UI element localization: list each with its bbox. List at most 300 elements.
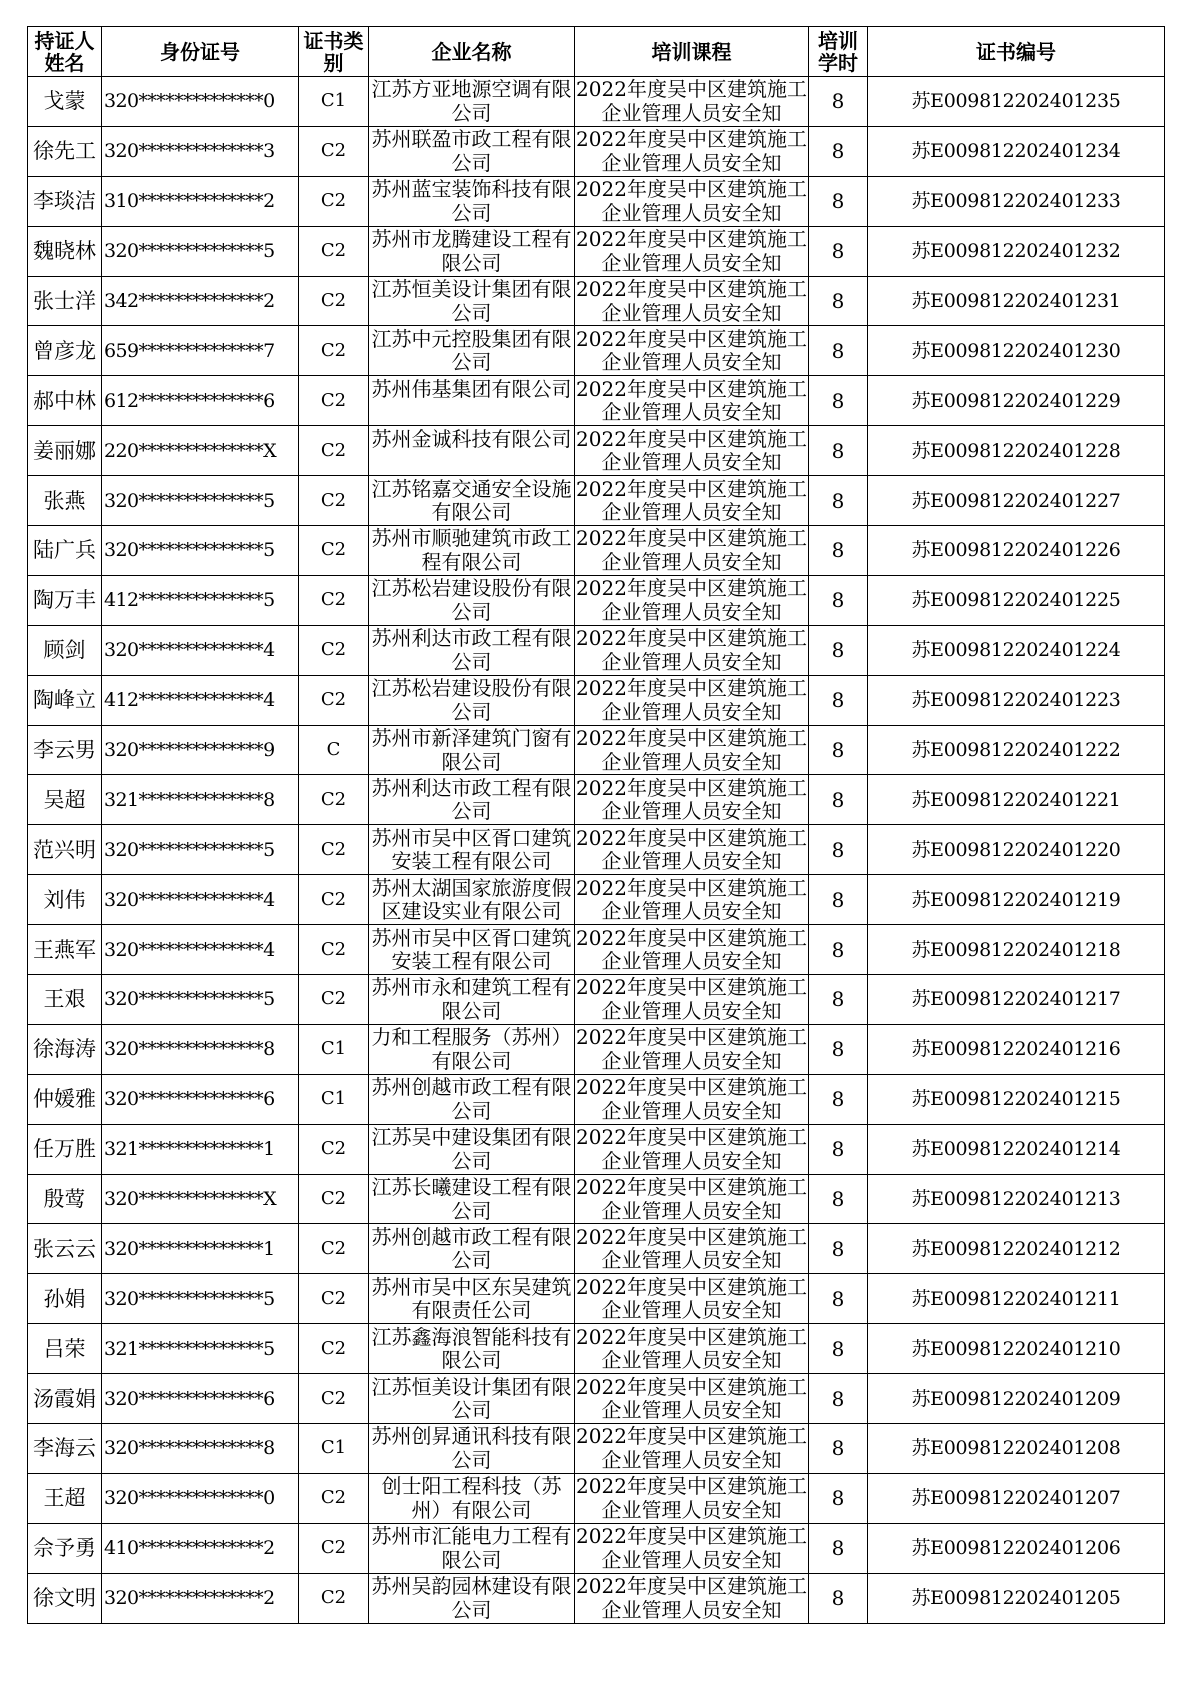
cell-id: 321**************1 bbox=[102, 1124, 299, 1174]
table-row bbox=[28, 775, 1165, 825]
table-row bbox=[28, 77, 1165, 127]
cell-company bbox=[369, 1024, 575, 1074]
cell-id: 410**************2 bbox=[102, 1523, 299, 1573]
cell-hours: 8 bbox=[809, 476, 868, 526]
cell-id: 320**************4 bbox=[102, 925, 299, 975]
cell-company bbox=[369, 176, 575, 226]
table-row bbox=[28, 725, 1165, 775]
cell-hours: 8 bbox=[809, 575, 868, 625]
table-row bbox=[28, 675, 1165, 725]
cell-company-text: 苏州市吴中区东吴建筑有限责任公司 bbox=[371, 1275, 572, 1322]
cell-cert: 苏E009812202401219 bbox=[868, 875, 1165, 925]
cell-name: 王燕军 bbox=[28, 925, 102, 975]
cell-id: 320**************3 bbox=[102, 126, 299, 176]
cell-hours: 8 bbox=[809, 326, 868, 376]
cell-hours: 8 bbox=[809, 1424, 868, 1474]
cell-course bbox=[575, 126, 809, 176]
cell-company-text: 苏州创越市政工程有限公司 bbox=[371, 1225, 572, 1272]
table-row bbox=[28, 925, 1165, 975]
cell-course bbox=[575, 875, 809, 925]
cell-name: 徐文明 bbox=[28, 1573, 102, 1623]
table-row bbox=[28, 975, 1165, 1025]
cell-cert: 苏E009812202401234 bbox=[868, 126, 1165, 176]
table-row bbox=[28, 1324, 1165, 1374]
table-row bbox=[28, 1473, 1165, 1523]
cell-course-text: 2022年度吴中区建筑施工企业管理人员安全知 bbox=[576, 1076, 807, 1123]
cell-company-text: 苏州金诚科技有限公司 bbox=[371, 427, 572, 451]
cell-course-text: 2022年度吴中区建筑施工企业管理人员安全知 bbox=[576, 1126, 807, 1173]
cell-cert: 苏E009812202401213 bbox=[868, 1174, 1165, 1224]
cell-name: 张士洋 bbox=[28, 276, 102, 326]
table-row bbox=[28, 1074, 1165, 1124]
cell-name: 李云男 bbox=[28, 725, 102, 775]
cell-course bbox=[575, 526, 809, 576]
cell-company bbox=[369, 1074, 575, 1124]
cell-name: 殷莺 bbox=[28, 1174, 102, 1224]
cell-name: 姜丽娜 bbox=[28, 426, 102, 476]
cell-company bbox=[369, 1523, 575, 1573]
cell-company-text: 苏州吴韵园林建设有限公司 bbox=[371, 1575, 572, 1622]
cell-cert: 苏E009812202401233 bbox=[868, 176, 1165, 226]
cell-course-text: 2022年度吴中区建筑施工企业管理人员安全知 bbox=[576, 1575, 807, 1622]
cell-course-text: 2022年度吴中区建筑施工企业管理人员安全知 bbox=[576, 78, 807, 125]
cell-hours: 8 bbox=[809, 1024, 868, 1074]
cell-hours: 8 bbox=[809, 625, 868, 675]
cell-company-text: 江苏恒美设计集团有限公司 bbox=[371, 1375, 572, 1422]
cell-course-text: 2022年度吴中区建筑施工企业管理人员安全知 bbox=[576, 627, 807, 674]
cell-course-text: 2022年度吴中区建筑施工企业管理人员安全知 bbox=[576, 727, 807, 774]
cell-company-text: 苏州市吴中区胥口建筑安装工程有限公司 bbox=[371, 926, 572, 973]
cell-course-text: 2022年度吴中区建筑施工企业管理人员安全知 bbox=[576, 1275, 807, 1322]
cell-id: 220**************X bbox=[102, 426, 299, 476]
cell-cert: 苏E009812202401228 bbox=[868, 426, 1165, 476]
cell-company-text: 江苏铭嘉交通安全设施有限公司 bbox=[371, 477, 572, 524]
table-row bbox=[28, 825, 1165, 875]
cell-course-text: 2022年度吴中区建筑施工企业管理人员安全知 bbox=[576, 776, 807, 823]
cell-company bbox=[369, 1374, 575, 1424]
cell-id: 320**************9 bbox=[102, 725, 299, 775]
cell-name: 魏晓林 bbox=[28, 226, 102, 276]
cell-company bbox=[369, 675, 575, 725]
cell-course bbox=[575, 326, 809, 376]
cell-id: 659**************7 bbox=[102, 326, 299, 376]
cell-type: C2 bbox=[299, 1573, 369, 1623]
cell-cert: 苏E009812202401222 bbox=[868, 725, 1165, 775]
cell-id: 320**************6 bbox=[102, 1074, 299, 1124]
cell-course-text: 2022年度吴中区建筑施工企业管理人员安全知 bbox=[576, 1026, 807, 1073]
cell-company-text: 江苏中元控股集团有限公司 bbox=[371, 327, 572, 374]
cell-course bbox=[575, 725, 809, 775]
cell-id: 320**************5 bbox=[102, 825, 299, 875]
cell-name: 陶万丰 bbox=[28, 575, 102, 625]
table-row bbox=[28, 1224, 1165, 1274]
cell-id: 320**************0 bbox=[102, 77, 299, 127]
cell-hours: 8 bbox=[809, 875, 868, 925]
cell-hours: 8 bbox=[809, 1324, 868, 1374]
cell-type: C2 bbox=[299, 326, 369, 376]
cell-cert: 苏E009812202401226 bbox=[868, 526, 1165, 576]
cell-cert: 苏E009812202401218 bbox=[868, 925, 1165, 975]
cell-company-text: 苏州利达市政工程有限公司 bbox=[371, 776, 572, 823]
cell-type: C1 bbox=[299, 77, 369, 127]
cell-type: C1 bbox=[299, 1074, 369, 1124]
cell-name: 戈蒙 bbox=[28, 77, 102, 127]
cell-company-text: 江苏恒美设计集团有限公司 bbox=[371, 278, 572, 324]
cell-cert: 苏E009812202401217 bbox=[868, 975, 1165, 1025]
cell-type: C2 bbox=[299, 775, 369, 825]
cell-name: 张云云 bbox=[28, 1224, 102, 1274]
cell-hours: 8 bbox=[809, 1174, 868, 1224]
cell-name: 佘予勇 bbox=[28, 1523, 102, 1573]
cell-id: 412**************4 bbox=[102, 675, 299, 725]
header-id: 身份证号 bbox=[102, 27, 299, 77]
cell-course bbox=[575, 775, 809, 825]
cell-name: 吕荣 bbox=[28, 1324, 102, 1374]
cell-company bbox=[369, 975, 575, 1025]
cell-company-text: 苏州太湖国家旅游度假区建设实业有限公司 bbox=[371, 876, 572, 923]
cell-id: 320**************5 bbox=[102, 226, 299, 276]
table-row bbox=[28, 1573, 1165, 1623]
table-row bbox=[28, 575, 1165, 625]
cell-name: 汤霞娟 bbox=[28, 1374, 102, 1424]
cell-hours: 8 bbox=[809, 426, 868, 476]
cell-hours: 8 bbox=[809, 176, 868, 226]
cell-course-text: 2022年度吴中区建筑施工企业管理人员安全知 bbox=[576, 178, 807, 225]
cell-id: 320**************5 bbox=[102, 476, 299, 526]
cell-name: 陶峰立 bbox=[28, 675, 102, 725]
cell-cert: 苏E009812202401232 bbox=[868, 226, 1165, 276]
cell-course bbox=[575, 925, 809, 975]
cell-company bbox=[369, 326, 575, 376]
cell-company bbox=[369, 1573, 575, 1623]
cell-course bbox=[575, 276, 809, 326]
cell-id: 321**************5 bbox=[102, 1324, 299, 1374]
table-row bbox=[28, 526, 1165, 576]
cell-id: 320**************2 bbox=[102, 1573, 299, 1623]
table-row bbox=[28, 1274, 1165, 1324]
table-row bbox=[28, 126, 1165, 176]
cell-name: 范兴明 bbox=[28, 825, 102, 875]
cell-cert: 苏E009812202401230 bbox=[868, 326, 1165, 376]
cell-hours: 8 bbox=[809, 1124, 868, 1174]
cell-type: C2 bbox=[299, 875, 369, 925]
cell-type: C2 bbox=[299, 575, 369, 625]
cell-name: 刘伟 bbox=[28, 875, 102, 925]
cell-cert: 苏E009812202401206 bbox=[868, 1523, 1165, 1573]
cell-company-text: 苏州伟基集团有限公司 bbox=[371, 377, 572, 401]
cell-id: 320**************6 bbox=[102, 1374, 299, 1424]
cell-hours: 8 bbox=[809, 975, 868, 1025]
cell-course-text: 2022年度吴中区建筑施工企业管理人员安全知 bbox=[576, 477, 807, 524]
cell-course bbox=[575, 176, 809, 226]
cell-name: 王超 bbox=[28, 1473, 102, 1523]
table-row bbox=[28, 1374, 1165, 1424]
cell-company bbox=[369, 1473, 575, 1523]
cell-type: C2 bbox=[299, 376, 369, 426]
cell-course bbox=[575, 1523, 809, 1573]
cell-course bbox=[575, 575, 809, 625]
cell-course bbox=[575, 625, 809, 675]
cell-id: 320**************X bbox=[102, 1174, 299, 1224]
cell-id: 320**************1 bbox=[102, 1224, 299, 1274]
cell-type: C2 bbox=[299, 1374, 369, 1424]
cell-company-text: 苏州市永和建筑工程有限公司 bbox=[371, 976, 572, 1023]
cell-company bbox=[369, 77, 575, 127]
cell-hours: 8 bbox=[809, 126, 868, 176]
cell-id: 412**************5 bbox=[102, 575, 299, 625]
cell-name: 任万胜 bbox=[28, 1124, 102, 1174]
table-row bbox=[28, 1024, 1165, 1074]
cell-cert: 苏E009812202401227 bbox=[868, 476, 1165, 526]
cell-type: C2 bbox=[299, 1124, 369, 1174]
cell-id: 320**************4 bbox=[102, 875, 299, 925]
header-name: 持证人姓名 bbox=[28, 27, 102, 77]
cell-hours: 8 bbox=[809, 775, 868, 825]
cell-company bbox=[369, 1224, 575, 1274]
cell-cert: 苏E009812202401216 bbox=[868, 1024, 1165, 1074]
cell-type: C bbox=[299, 725, 369, 775]
cell-type: C2 bbox=[299, 1274, 369, 1324]
cell-course bbox=[575, 376, 809, 426]
cell-company-text: 苏州创越市政工程有限公司 bbox=[371, 1076, 572, 1123]
cell-hours: 8 bbox=[809, 725, 868, 775]
cell-hours: 8 bbox=[809, 526, 868, 576]
cell-company bbox=[369, 825, 575, 875]
cell-company bbox=[369, 925, 575, 975]
cell-type: C2 bbox=[299, 176, 369, 226]
cell-name: 孙娟 bbox=[28, 1274, 102, 1324]
cell-hours: 8 bbox=[809, 825, 868, 875]
cell-id: 321**************8 bbox=[102, 775, 299, 825]
cell-company-text: 苏州市汇能电力工程有限公司 bbox=[371, 1525, 572, 1572]
cell-type: C2 bbox=[299, 975, 369, 1025]
cell-course bbox=[575, 1274, 809, 1324]
cell-course bbox=[575, 975, 809, 1025]
cell-course-text: 2022年度吴中区建筑施工企业管理人员安全知 bbox=[576, 876, 807, 923]
cell-company bbox=[369, 875, 575, 925]
cell-company bbox=[369, 575, 575, 625]
cell-hours: 8 bbox=[809, 376, 868, 426]
cell-company-text: 江苏松岩建设股份有限公司 bbox=[371, 577, 572, 624]
cell-hours: 8 bbox=[809, 1374, 868, 1424]
cell-hours: 8 bbox=[809, 1523, 868, 1573]
cell-course-text: 2022年度吴中区建筑施工企业管理人员安全知 bbox=[576, 976, 807, 1023]
cell-company-text: 江苏吴中建设集团有限公司 bbox=[371, 1126, 572, 1173]
cell-course bbox=[575, 1424, 809, 1474]
cell-cert: 苏E009812202401212 bbox=[868, 1224, 1165, 1274]
table-row bbox=[28, 1124, 1165, 1174]
cell-cert: 苏E009812202401205 bbox=[868, 1573, 1165, 1623]
cell-cert: 苏E009812202401223 bbox=[868, 675, 1165, 725]
cell-type: C2 bbox=[299, 526, 369, 576]
cell-type: C2 bbox=[299, 126, 369, 176]
cell-type: C2 bbox=[299, 226, 369, 276]
cell-company-text: 苏州市顺驰建筑市政工程有限公司 bbox=[371, 527, 572, 574]
table-row bbox=[28, 376, 1165, 426]
cell-cert: 苏E009812202401214 bbox=[868, 1124, 1165, 1174]
cell-cert: 苏E009812202401208 bbox=[868, 1424, 1165, 1474]
cell-id: 310**************2 bbox=[102, 176, 299, 226]
cell-course bbox=[575, 825, 809, 875]
cell-id: 320**************8 bbox=[102, 1424, 299, 1474]
cell-course-text: 2022年度吴中区建筑施工企业管理人员安全知 bbox=[576, 1176, 807, 1223]
cell-company-text: 苏州市龙腾建设工程有限公司 bbox=[371, 228, 572, 275]
cell-hours: 8 bbox=[809, 276, 868, 326]
table-row bbox=[28, 176, 1165, 226]
cell-company-text: 苏州联盈市政工程有限公司 bbox=[371, 128, 572, 175]
cell-course-text: 2022年度吴中区建筑施工企业管理人员安全知 bbox=[576, 1325, 807, 1372]
cell-course-text: 2022年度吴中区建筑施工企业管理人员安全知 bbox=[576, 677, 807, 724]
cell-company bbox=[369, 126, 575, 176]
cell-course bbox=[575, 226, 809, 276]
cell-name: 陆广兵 bbox=[28, 526, 102, 576]
certificate-table bbox=[27, 26, 1165, 1624]
cell-type: C2 bbox=[299, 625, 369, 675]
cell-hours: 8 bbox=[809, 77, 868, 127]
cell-course-text: 2022年度吴中区建筑施工企业管理人员安全知 bbox=[576, 128, 807, 175]
cell-course-text: 2022年度吴中区建筑施工企业管理人员安全知 bbox=[576, 1425, 807, 1472]
cell-id: 320**************0 bbox=[102, 1473, 299, 1523]
cell-course-text: 2022年度吴中区建筑施工企业管理人员安全知 bbox=[576, 577, 807, 624]
cell-type: C2 bbox=[299, 1224, 369, 1274]
cell-type: C2 bbox=[299, 675, 369, 725]
cell-company bbox=[369, 1324, 575, 1374]
header-course: 培训课程 bbox=[575, 27, 809, 77]
certificate-sheet bbox=[27, 26, 1164, 1624]
cell-course-text: 2022年度吴中区建筑施工企业管理人员安全知 bbox=[576, 427, 807, 474]
table-row bbox=[28, 625, 1165, 675]
cell-company bbox=[369, 725, 575, 775]
cell-name: 郝中林 bbox=[28, 376, 102, 426]
cell-company bbox=[369, 226, 575, 276]
cell-hours: 8 bbox=[809, 1473, 868, 1523]
table-row bbox=[28, 276, 1165, 326]
cell-company bbox=[369, 775, 575, 825]
table-header-row bbox=[28, 27, 1165, 77]
cell-id: 320**************8 bbox=[102, 1024, 299, 1074]
cell-course-text: 2022年度吴中区建筑施工企业管理人员安全知 bbox=[576, 1475, 807, 1522]
cell-name: 李海云 bbox=[28, 1424, 102, 1474]
cell-course bbox=[575, 1473, 809, 1523]
cell-company bbox=[369, 376, 575, 426]
table-row bbox=[28, 476, 1165, 526]
table-row bbox=[28, 1174, 1165, 1224]
cell-company bbox=[369, 526, 575, 576]
cell-course bbox=[575, 1573, 809, 1623]
cell-course bbox=[575, 77, 809, 127]
cell-cert: 苏E009812202401229 bbox=[868, 376, 1165, 426]
cell-company bbox=[369, 625, 575, 675]
cell-id: 320**************5 bbox=[102, 1274, 299, 1324]
cell-cert: 苏E009812202401210 bbox=[868, 1324, 1165, 1374]
cell-company bbox=[369, 1124, 575, 1174]
cell-id: 612**************6 bbox=[102, 376, 299, 426]
cell-company-text: 苏州利达市政工程有限公司 bbox=[371, 627, 572, 674]
header-cert: 证书编号 bbox=[868, 27, 1165, 77]
cell-cert: 苏E009812202401225 bbox=[868, 575, 1165, 625]
cell-course-text: 2022年度吴中区建筑施工企业管理人员安全知 bbox=[576, 1525, 807, 1572]
cell-company bbox=[369, 426, 575, 476]
cell-name: 徐先工 bbox=[28, 126, 102, 176]
cell-course-text: 2022年度吴中区建筑施工企业管理人员安全知 bbox=[576, 228, 807, 275]
cell-name: 徐海涛 bbox=[28, 1024, 102, 1074]
table-row bbox=[28, 226, 1165, 276]
cell-course-text: 2022年度吴中区建筑施工企业管理人员安全知 bbox=[576, 1375, 807, 1422]
cell-company-text: 苏州蓝宝装饰科技有限公司 bbox=[371, 178, 572, 225]
cell-course bbox=[575, 426, 809, 476]
cell-type: C2 bbox=[299, 426, 369, 476]
cell-company-text: 江苏长曦建设工程有限公司 bbox=[371, 1176, 572, 1223]
cell-cert: 苏E009812202401207 bbox=[868, 1473, 1165, 1523]
cell-name: 王艰 bbox=[28, 975, 102, 1025]
cell-hours: 8 bbox=[809, 675, 868, 725]
cell-type: C2 bbox=[299, 925, 369, 975]
cell-cert: 苏E009812202401220 bbox=[868, 825, 1165, 875]
cell-hours: 8 bbox=[809, 1074, 868, 1124]
cell-type: C2 bbox=[299, 1324, 369, 1374]
cell-name: 李琰洁 bbox=[28, 176, 102, 226]
cell-type: C2 bbox=[299, 825, 369, 875]
cell-course bbox=[575, 1074, 809, 1124]
cell-company bbox=[369, 1174, 575, 1224]
cell-cert: 苏E009812202401211 bbox=[868, 1274, 1165, 1324]
cell-company-text: 江苏鑫海浪智能科技有限公司 bbox=[371, 1325, 572, 1372]
cell-type: C2 bbox=[299, 1523, 369, 1573]
cell-company bbox=[369, 276, 575, 326]
cell-type: C2 bbox=[299, 1473, 369, 1523]
cell-id: 320**************5 bbox=[102, 526, 299, 576]
cell-course-text: 2022年度吴中区建筑施工企业管理人员安全知 bbox=[576, 826, 807, 873]
cell-company-text: 创士阳工程科技（苏州）有限公司 bbox=[381, 1475, 562, 1522]
cell-cert: 苏E009812202401209 bbox=[868, 1374, 1165, 1424]
cell-type: C2 bbox=[299, 276, 369, 326]
table-row bbox=[28, 1523, 1165, 1573]
cell-course bbox=[575, 1224, 809, 1274]
cell-company-text: 江苏方亚地源空调有限公司 bbox=[371, 78, 572, 125]
cell-type: C1 bbox=[299, 1024, 369, 1074]
cell-company-text: 江苏松岩建设股份有限公司 bbox=[371, 677, 572, 724]
cell-cert: 苏E009812202401235 bbox=[868, 77, 1165, 127]
header-hours: 培训学时 bbox=[809, 27, 868, 77]
cell-course-text: 2022年度吴中区建筑施工企业管理人员安全知 bbox=[576, 1225, 807, 1272]
cell-hours: 8 bbox=[809, 1224, 868, 1274]
cell-course bbox=[575, 476, 809, 526]
cell-cert: 苏E009812202401224 bbox=[868, 625, 1165, 675]
cell-company bbox=[369, 1274, 575, 1324]
cell-id: 320**************4 bbox=[102, 625, 299, 675]
cell-name: 曾彦龙 bbox=[28, 326, 102, 376]
cell-name: 顾剑 bbox=[28, 625, 102, 675]
cell-course bbox=[575, 1174, 809, 1224]
cell-id: 342**************2 bbox=[102, 276, 299, 326]
table-row bbox=[28, 875, 1165, 925]
cell-course bbox=[575, 1024, 809, 1074]
cell-name: 吴超 bbox=[28, 775, 102, 825]
cell-company bbox=[369, 476, 575, 526]
cell-company-text: 力和工程服务（苏州）有限公司 bbox=[371, 1026, 572, 1073]
cell-type: C2 bbox=[299, 1174, 369, 1224]
table-row bbox=[28, 426, 1165, 476]
cell-cert: 苏E009812202401221 bbox=[868, 775, 1165, 825]
cell-company-text: 苏州创昇通讯科技有限公司 bbox=[371, 1425, 572, 1472]
cell-hours: 8 bbox=[809, 1274, 868, 1324]
table-row bbox=[28, 326, 1165, 376]
cell-name: 仲媛雅 bbox=[28, 1074, 102, 1124]
cell-type: C1 bbox=[299, 1424, 369, 1474]
header-type: 证书类别 bbox=[299, 27, 369, 77]
header-company: 企业名称 bbox=[369, 27, 575, 77]
cell-course-text: 2022年度吴中区建筑施工企业管理人员安全知 bbox=[576, 278, 807, 324]
